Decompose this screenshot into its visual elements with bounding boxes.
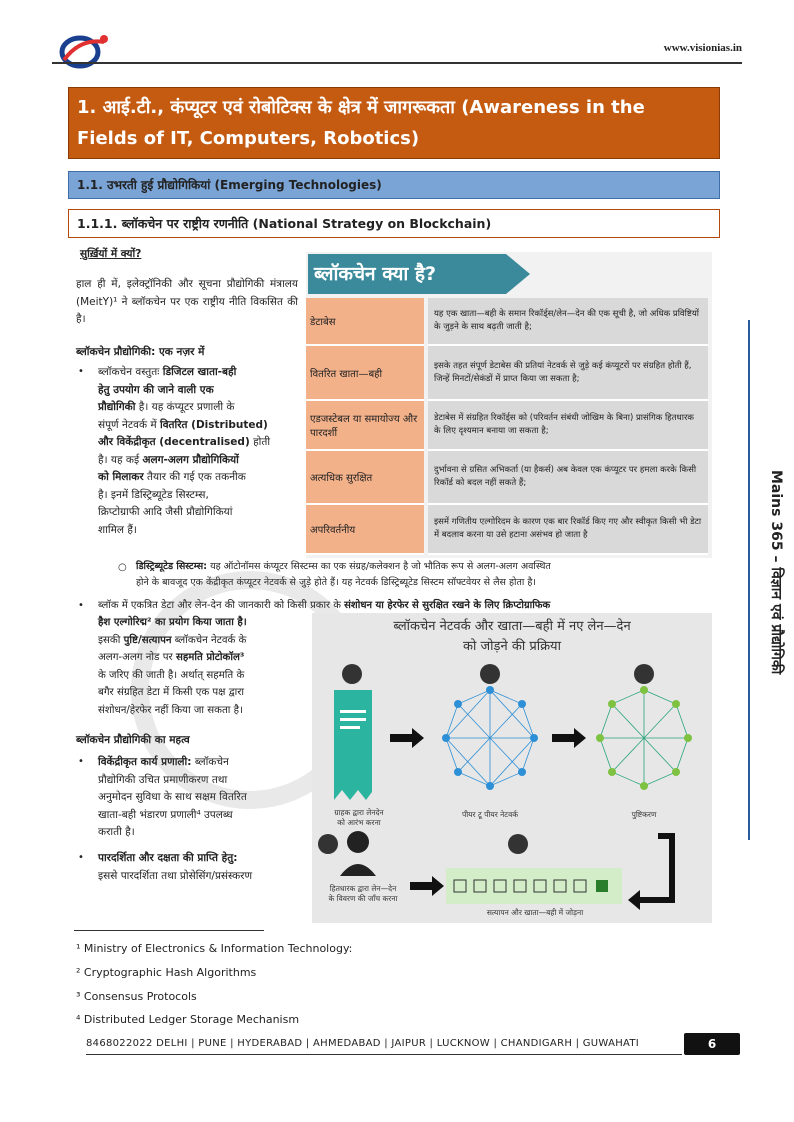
table-row: डेटाबेस यह एक खाता—बही के समान रिकॉर्ड्स/लेन—देन की एक सूची है, जो अधिक प्रविष्टियों के जुड़ने के साथ बढ़ती जाती है; — [306, 298, 712, 346]
step-2-caption: पीयर टू पीयर नेटवर्क — [461, 810, 519, 819]
glance-heading: ब्लॉकचेन प्रौद्योगिकी: एक नज़र में — [76, 346, 205, 358]
arrow-icon — [552, 728, 586, 748]
bullet-marker: • — [78, 852, 84, 863]
footnote-2: ² Cryptographic Hash Algorithms — [76, 966, 257, 979]
sidebar-label: Mains 365 – विज्ञान एवं प्रौद्योगिकी — [768, 470, 784, 675]
stakeholder-icon — [347, 831, 369, 853]
step-5-caption: हितधारक द्वारा लेन—देन के विवरण की जाँच करना — [328, 884, 398, 903]
footnote-4: ⁴ Distributed Ledger Storage Mechanism — [76, 1013, 300, 1026]
bullet-marker: • — [78, 756, 84, 767]
step-5-badge — [318, 834, 338, 854]
bullet-1: ब्लॉकचेन वस्तुतः डिजिटल खाता-बही हेतु उपयोग की जाने वाली एक प्रौद्योगिकी है। यह कंप्यूटर प्रणाली के संपूर्ण नेटवर्क में वितरित (Distributed) और विकेंद्रीकृत (decentralised) होती है। यह कई अलग-अलग प्रौद्योगिकियों को मिलाकर तैयार की गई एक तकनीक है। इनमें डिस्ट्रिब्यूटेड सिस्टम्स, क्रिप्टोग्राफी आदि जैसी प्रौद्योगिकियां शामिल हैं। — [98, 366, 271, 536]
bullet-marker: • — [78, 600, 84, 611]
table-row: अपरिवर्तनीय इसमें गणितीय एल्गोरिदम के कारण एक बार रिकॉर्ड किए गए और स्वीकृत किसी भी डेटा में बदलाव करना या उसे हटाना असंभव हो जाता है — [306, 505, 712, 555]
step-2-badge — [480, 664, 500, 684]
sidebar-divider — [748, 320, 750, 840]
table-row: अत्यधिक सुरक्षित दुर्भावना से ग्रसित अभिकर्ता (या हैकर्स) अब केवल एक कंप्यूटर पर हमला करके किसी रिकॉर्ड को बदल नहीं सकते हैं; — [306, 451, 712, 505]
arrow-icon — [390, 728, 424, 748]
step-1-badge — [342, 664, 362, 684]
section-title: 1.1. उभरती हुई प्रौद्योगिकियां (Emerging Technologies) — [68, 171, 720, 199]
footnote-1: ¹ Ministry of Electronics & Information Technology: — [76, 942, 353, 955]
why-text: हाल ही में, इलेक्ट्रॉनिकी और सूचना प्रौद्योगिकी मंत्रालय (MeitY)¹ ने ब्लॉकचेन पर एक राष्ट्रीय नीति विकसित की है। — [76, 278, 298, 325]
table-row: एडजस्टेबल या समायोज्य और पारदर्शी डेटाबेस में संग्रहित रिकॉर्ड्स को (परिवर्तन संबंधी जोखिम के बिना) प्रासंगिक हितधारक के लिए दृश्यमान बनाया जा सकता है; — [306, 401, 712, 451]
table-row: वितरित खाता—बही इसके तहत संपूर्ण डेटाबेस की प्रतियां नेटवर्क से जुड़े कई कंप्यूटरों पर संग्रहित होती हैं, जिन्हें मिनटों/सेकंडों में प्राप्त किया जा सकता है; — [306, 346, 712, 401]
importance-heading: ब्लॉकचेन प्रौद्योगिकी का महत्व — [76, 734, 190, 746]
blockchain-table — [306, 298, 712, 556]
chapter-title: 1. आई.टी., कंप्यूटर एवं रोबोटिक्स के क्षेत्र में जागरूकता (Awareness in the Fields of IT, Computers, Robotics) — [68, 87, 720, 159]
bullet-3: विकेंद्रीकृत कार्य प्रणाली: ब्लॉकचेन प्रौद्योगिकी उचित प्रमाणीकरण तथा अनुमोदन सुविधा के साथ सक्षम वितरित खाता-बही भंडारण प्रणाली⁴ उपलब्ध कराती है। — [98, 756, 247, 838]
bullet-2: हैश एल्गोरिद्म² का प्रयोग किया जाता है। इसकी पुष्टि/सत्यापन ब्लॉकचेन नेटवर्क के अलग-अलग नोड पर सहमति प्रोटोकॉल³ के जरिए की जाती है। अर्थात् सहमति के बगैर संग्रहित डेटा में किसी एक पक्ष द्वारा संशोधन/हेरफेर नहीं किया जा सकता है। — [98, 617, 247, 716]
sub-bullet-distributed-systems: डिस्ट्रिब्यूटेड सिस्टम्स: यह ऑटोनॉमस कंप्यूटर सिस्टम्स का एक संग्रह/कलेक्शन है जो भौतिक रूप से अलग-अलग अवस्थित होने के बावजूद एक केंद्रीकृत कंप्यूटर नेटवर्क से जुड़े होते हैं। यह नेटवर्क डिस्ट्रिब्यूटेड सिस्टम सॉफ्टवेयर से लैस होता है। — [136, 561, 551, 588]
transaction-document-icon — [334, 690, 372, 800]
step-3-caption: पुष्टिकरण — [631, 810, 657, 819]
step-3-badge — [634, 664, 654, 684]
vision-ias-logo — [58, 30, 118, 70]
process-diagram-title: ब्लॉकचेन नेटवर्क और खाता—बही में नए लेन—देन को जोड़ने की प्रक्रिया — [393, 619, 631, 654]
step-4-caption: सत्यापन और खाता—बही में जोड़ना — [486, 908, 584, 917]
footnote-3: ³ Consensus Protocols — [76, 990, 197, 1003]
footer-divider — [86, 1054, 682, 1055]
page-number: 6 — [684, 1033, 740, 1055]
header-divider — [52, 62, 742, 64]
process-diagram-graphic — [312, 660, 712, 920]
footer-contact: 8468022022 DELHI | PUNE | HYDERABAD | AHMEDABAD | JAIPUR | LUCKNOW | CHANDIGARH | GUWAHATI — [86, 1038, 640, 1049]
step-1-caption: ग्राहक द्वारा लेनदेन को आरंभ करना — [334, 808, 384, 827]
bullet-2-line1: ब्लॉक में एकत्रित डेटा और लेन-देन की जानकारी को किसी प्रकार के संशोधन या हेरफेर से सुरक्षित रखने के लिए क्रिप्टोग्राफिक — [98, 600, 551, 611]
bullet-marker: • — [78, 366, 84, 377]
site-url[interactable]: www.visionias.in — [663, 42, 742, 54]
arrow-icon — [410, 876, 444, 896]
sub-bullet-marker: ○ — [118, 562, 127, 573]
step-4-badge — [508, 834, 528, 854]
why-heading: सुर्ख़ियों में क्यों? — [80, 248, 142, 260]
footnote-divider — [74, 930, 264, 931]
bullet-4: पारदर्शिता और दक्षता की प्राप्ति हेतु: इससे पारदर्शिता तथा प्रोसेसिंग/प्रसंस्करण — [98, 852, 253, 882]
blockchain-table-title: ब्लॉकचेन क्या है? — [314, 263, 437, 285]
subsection-title: 1.1.1. ब्लॉकचेन पर राष्ट्रीय रणनीति (National Strategy on Blockchain) — [68, 209, 720, 238]
